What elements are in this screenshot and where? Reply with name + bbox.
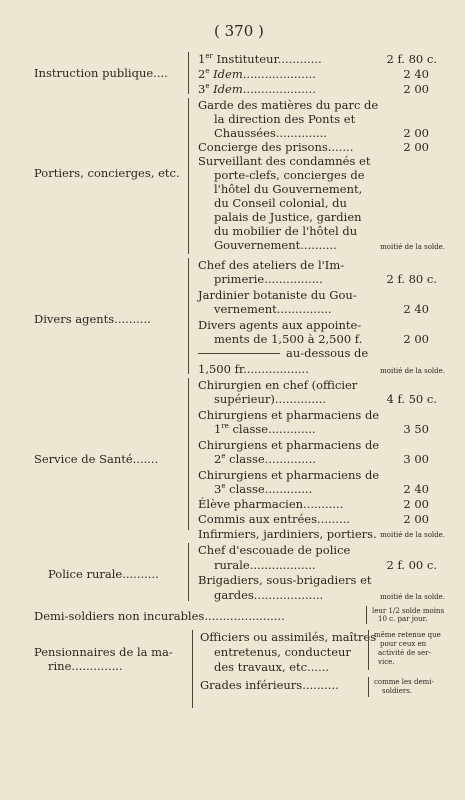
sante-line: supérieur)..............	[214, 392, 327, 406]
divers-line: Chef des ateliers de l'Im-	[198, 258, 345, 272]
amount-portiers-3: moitié de la solde.	[380, 243, 445, 251]
portiers-line: Garde des matières du parc de	[198, 98, 379, 112]
amount-portiers-2: 2 00	[403, 140, 429, 154]
section-label-portiers: Portiers, concierges, etc.	[34, 166, 180, 180]
brace-police	[188, 543, 189, 601]
divers-line: vernement...............	[214, 302, 332, 316]
amount-divers-2: 2 40	[403, 302, 429, 316]
brace-divers	[188, 258, 189, 374]
amount-sante-3: 3 00	[403, 452, 429, 466]
sante-line: Infirmiers, jardiniers, portiers.	[198, 527, 377, 541]
sante-line: 1re classe.............	[214, 422, 316, 436]
section-label-pensionnaires: rine..............	[48, 659, 123, 673]
portiers-line: Gouvernement..........	[214, 238, 337, 252]
section-label-demi: Demi-soldiers non incurables......................	[34, 609, 285, 623]
divers-line: Jardinier botaniste du Gou-	[198, 288, 357, 302]
brace-demi	[366, 606, 367, 624]
brace-pensionnaires-note	[368, 677, 369, 697]
amount-portiers-1: 2 00	[403, 126, 429, 140]
sante-line: Chirurgiens et pharmaciens de	[198, 438, 380, 452]
section-label-pensionnaires: Pensionnaires de la ma-	[34, 645, 173, 659]
sante-line: Commis aux entrées.........	[198, 512, 350, 526]
brace-portiers	[188, 98, 189, 254]
pensionnaires-note: activité de ser-	[378, 649, 431, 657]
amount-sante-7: moitié de la solde.	[380, 531, 445, 539]
portiers-line: Chaussées..............	[214, 126, 327, 140]
page-number: ( 370 )	[214, 22, 264, 40]
police-line: Brigadiers, sous-brigadiers et	[198, 573, 372, 587]
sante-line: Chirurgiens et pharmaciens de	[198, 408, 380, 422]
amount-police-1: 2 f. 00 c.	[386, 558, 437, 572]
section-label-sante: Service de Santé.......	[34, 452, 159, 466]
divers-line: ments de 1,500 à 2,500 f.	[214, 332, 363, 346]
portiers-line: palais de Justice, gardien	[214, 210, 362, 224]
sante-line: Chirurgiens et pharmaciens de	[198, 468, 380, 482]
amount-police-2: moitié de la solde.	[380, 593, 445, 601]
amount-sante-4: 2 40	[403, 482, 429, 496]
amount-divers-1: 2 f. 80 c.	[386, 272, 437, 286]
police-line: rurale..................	[214, 558, 316, 572]
pensionnaires-line: Grades inférieurs..........	[200, 678, 339, 692]
divers-line: primerie................	[214, 272, 323, 286]
portiers-line: du mobilier de l'hôtel du	[214, 224, 358, 238]
portiers-line: Surveillant des condamnés et	[198, 154, 371, 168]
amount-sante-5: 2 00	[403, 497, 429, 511]
divers-line: au-dessous de	[286, 346, 369, 360]
amount-sante-1: 4 f. 50 c.	[386, 392, 437, 406]
amount-divers-3: 2 00	[403, 332, 429, 346]
amount-instruction-1: 2 f. 80 c.	[386, 52, 437, 66]
divers-line: Divers agents aux appointe-	[198, 318, 362, 332]
brace-pensionnaires-note	[368, 630, 369, 670]
sante-line: 3e classe.............	[214, 482, 313, 496]
brace-pensionnaires	[192, 630, 193, 708]
portiers-line: la direction des Ponts et	[214, 112, 356, 126]
pensionnaires-note: pour ceux en	[380, 640, 427, 648]
brace-instruction	[188, 52, 189, 94]
sante-line: 2e classe..............	[214, 452, 316, 466]
instruction-row-3: 3e Idem....................	[198, 82, 316, 96]
sante-line: Chirurgien en chef (officier	[198, 378, 358, 392]
pensionnaires-line: entretenus, conducteur	[214, 645, 351, 659]
sante-line: Élève pharmacien...........	[198, 497, 344, 511]
amount-instruction-2: 2 40	[403, 67, 429, 81]
section-label-police: Police rurale..........	[48, 567, 159, 581]
instruction-row-2: 2e Idem....................	[198, 67, 316, 81]
instruction-row-1: 1er Instituteur............	[198, 52, 322, 66]
dash-line	[198, 353, 280, 354]
portiers-line: du Conseil colonial, du	[214, 196, 347, 210]
pensionnaires-note: comme les demi-	[374, 678, 434, 686]
pensionnaires-note: même retenue que	[374, 631, 441, 639]
demi-note: 10 c. par jour.	[378, 615, 428, 623]
pensionnaires-note: vice.	[378, 658, 395, 666]
pensionnaires-note: soldiers.	[382, 687, 413, 695]
amount-sante-2: 3 50	[403, 422, 429, 436]
portiers-line: Concierge des prisons.......	[198, 140, 354, 154]
section-label-divers: Divers agents..........	[34, 312, 151, 326]
divers-line: 1,500 fr..................	[198, 362, 309, 376]
brace-sante	[188, 378, 189, 530]
police-line: Chef d'escouade de police	[198, 543, 351, 557]
police-line: gardes...................	[214, 588, 324, 602]
amount-sante-6: 2 00	[403, 512, 429, 526]
pensionnaires-line: Officiers ou assimilés, maîtres	[200, 630, 377, 644]
amount-divers-4: moitié de la solde.	[380, 367, 445, 375]
demi-note: leur 1/2 solde moins	[372, 607, 445, 615]
portiers-line: l'hôtel du Gouvernement,	[214, 182, 363, 196]
portiers-line: porte-clefs, concierges de	[214, 168, 365, 182]
pensionnaires-line: des travaux, etc......	[214, 660, 330, 674]
amount-instruction-3: 2 00	[403, 82, 429, 96]
section-label-instruction: Instruction publique....	[34, 66, 168, 80]
